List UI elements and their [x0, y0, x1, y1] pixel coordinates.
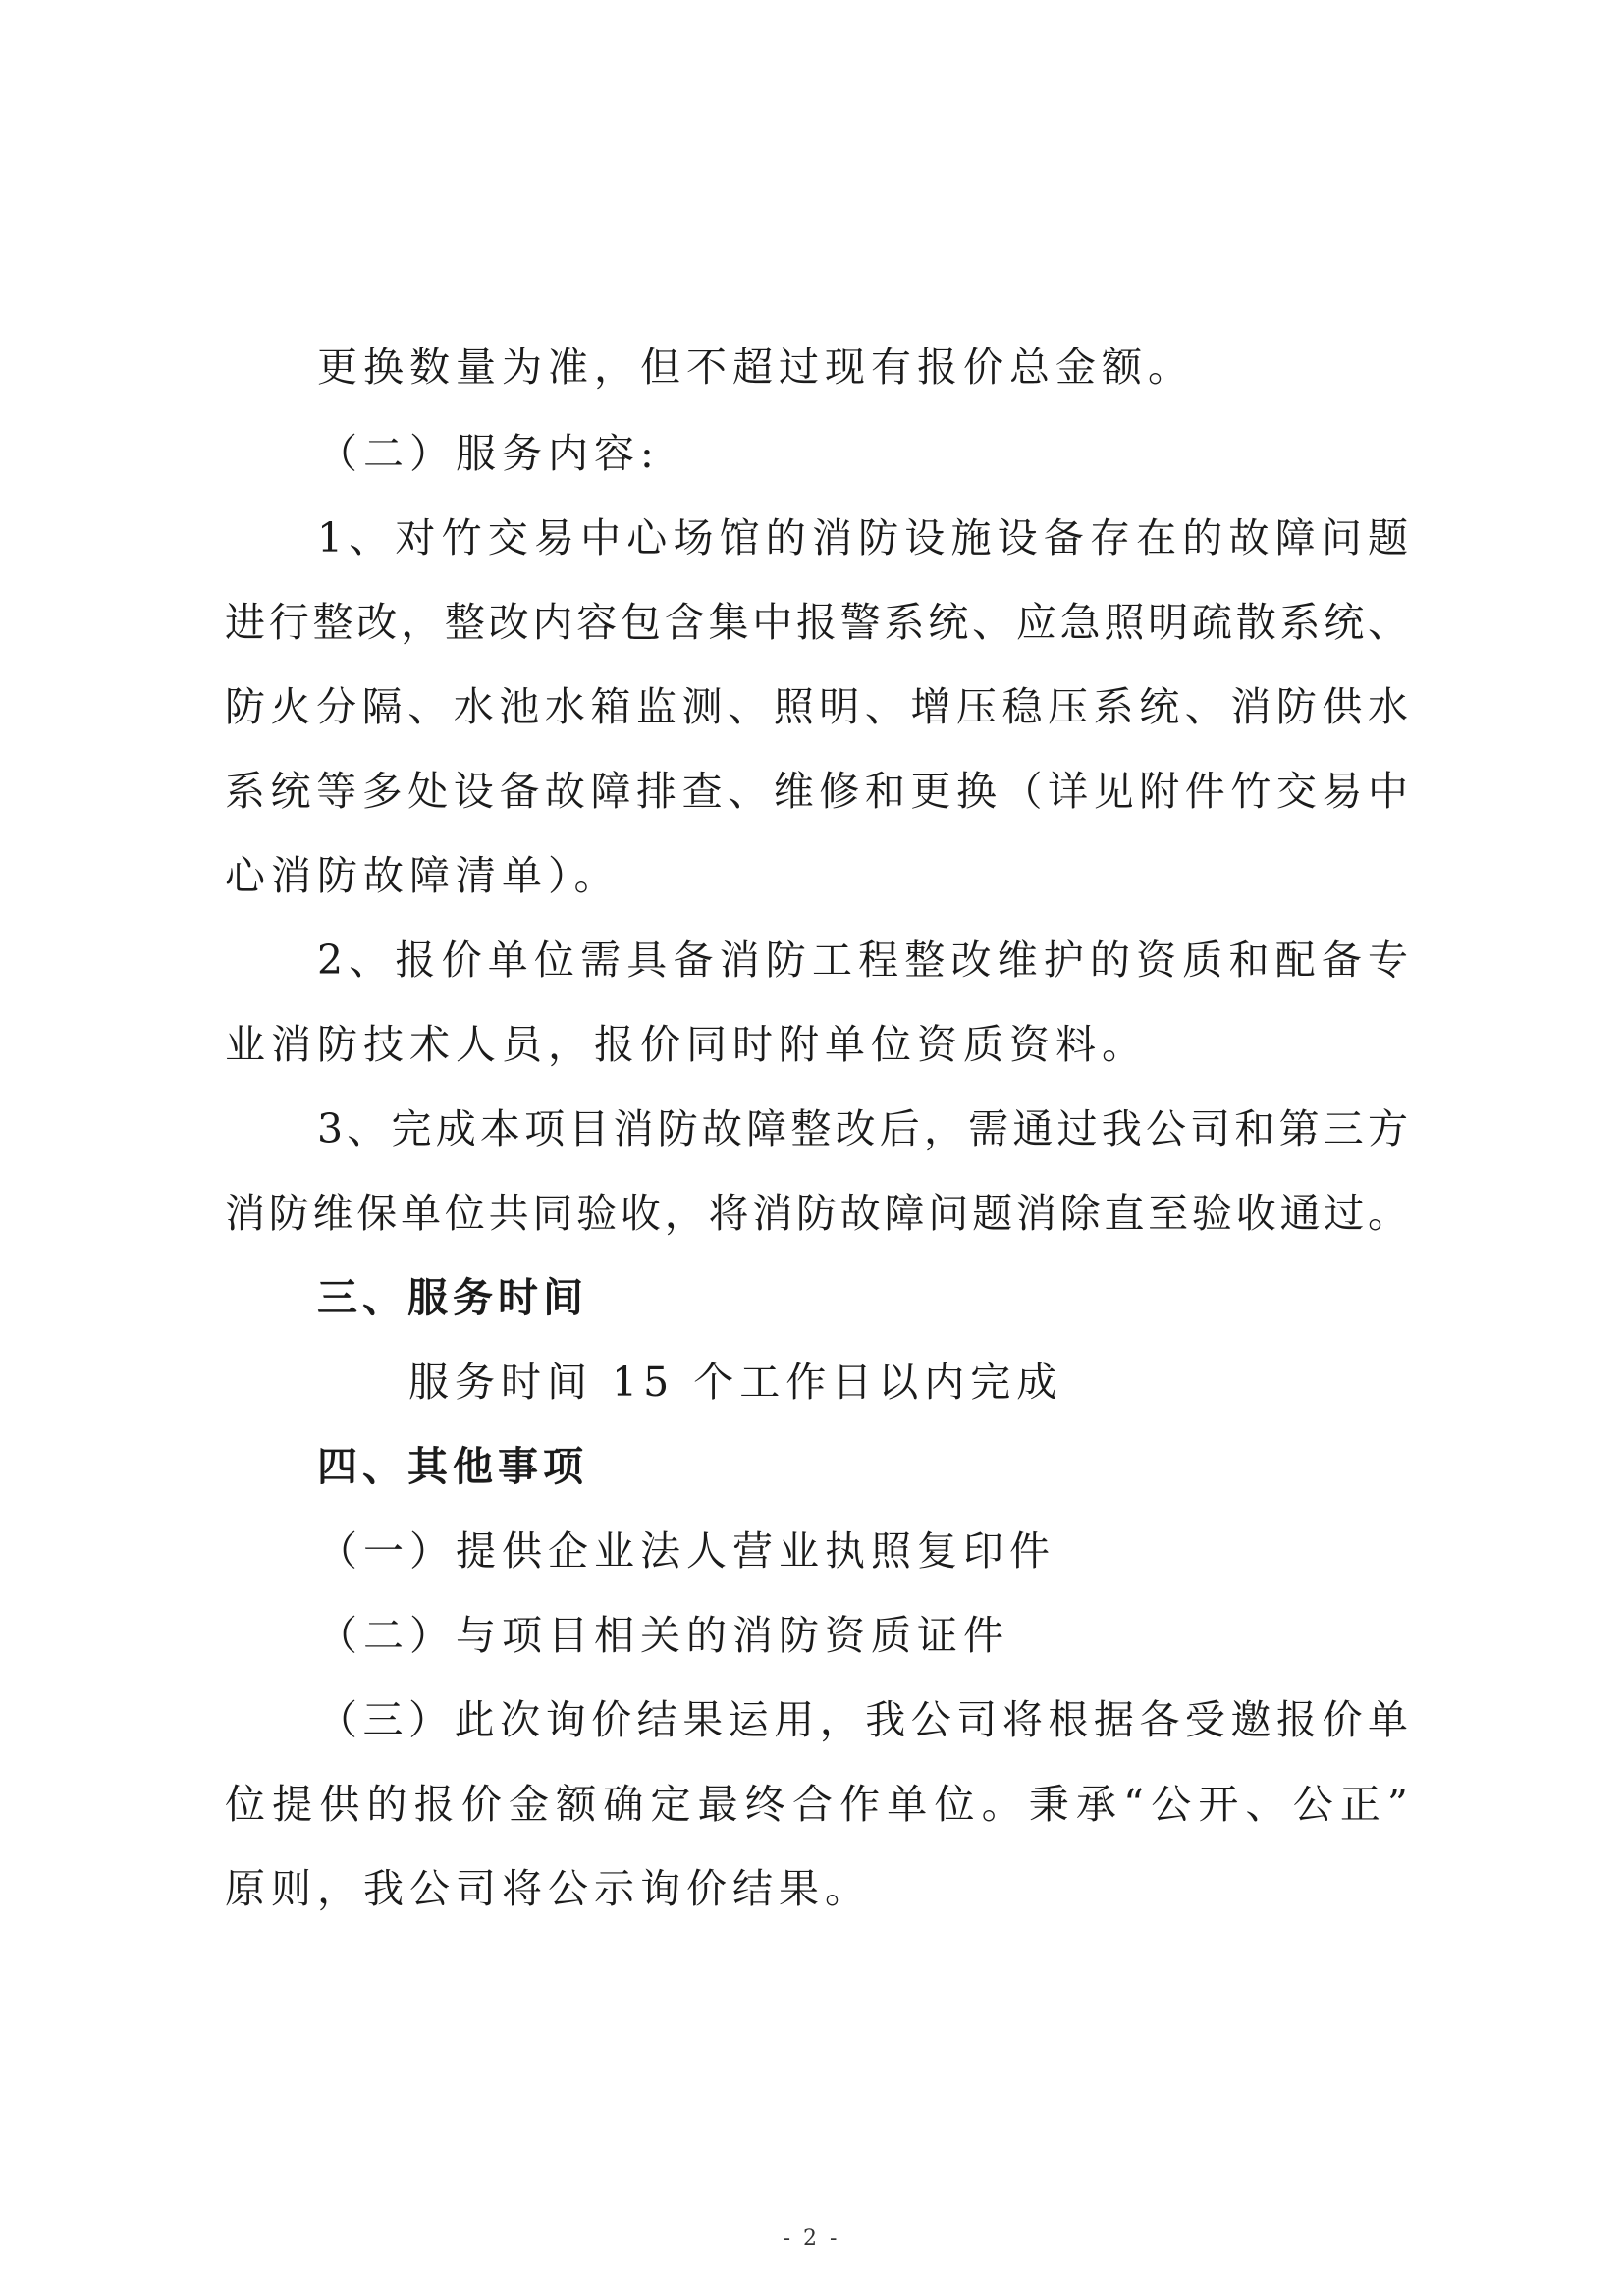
- paragraph-line: （三）此次询价结果运用，我公司将根据各受邀报价单: [317, 1696, 1408, 1743]
- section-heading-other-matters: 四、其他事项: [317, 1443, 588, 1490]
- paragraph-line: 防火分隔、水池水箱监测、照明、增压稳压系统、消防供水: [225, 683, 1408, 730]
- paragraph-line: 消防维保单位共同验收，将消防故障问题消除直至验收通过。: [225, 1190, 1408, 1237]
- list-item: （一）提供企业法人营业执照复印件: [317, 1527, 1055, 1575]
- paragraph-line: 业消防技术人员，报价同时附单位资质资料。: [225, 1021, 1148, 1068]
- paragraph-line: 1、对竹交易中心场馆的消防设施设备存在的故障问题: [317, 514, 1408, 561]
- paragraph-line: 进行整改，整改内容包含集中报警系统、应急照明疏散系统、: [225, 599, 1408, 646]
- subsection-heading-service-content: （二）服务内容:: [317, 430, 660, 477]
- paragraph-line: 位提供的报价金额确定最终合作单位。秉承“公开、公正”: [225, 1781, 1408, 1828]
- paragraph-line: 3、完成本项目消防故障整改后，需通过我公司和第三方: [317, 1105, 1408, 1152]
- paragraph-line: 原则，我公司将公示询价结果。: [225, 1865, 871, 1912]
- list-item: （二）与项目相关的消防资质证件: [317, 1612, 1009, 1659]
- paragraph-line: 更换数量为准，但不超过现有报价总金额。: [317, 344, 1194, 391]
- paragraph-line: 2、报价单位需具备消防工程整改维护的资质和配备专: [317, 936, 1408, 984]
- paragraph-line: 心消防故障清单）。: [225, 852, 621, 899]
- section-heading-service-time: 三、服务时间: [317, 1274, 588, 1321]
- page-number: - 2 -: [783, 2226, 840, 2251]
- paragraph-line: 系统等多处设备故障排查、维修和更换（详见附件竹交易中: [225, 768, 1408, 815]
- paragraph-line: 服务时间 15 个工作日以内完成: [408, 1359, 1063, 1406]
